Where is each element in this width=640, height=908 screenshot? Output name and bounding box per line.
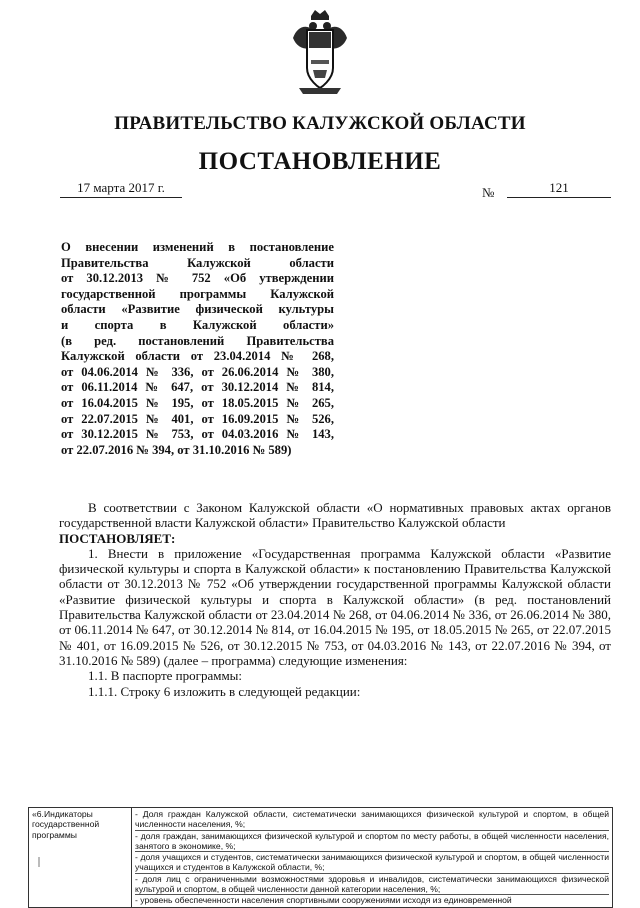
kaluga-coat-of-arms-icon [289,8,351,96]
subject-line: от 22.07.2015 № 401, от 16.09.2015 № 526, [61,411,334,426]
decree-body [59,500,611,699]
subject-line: от 30.12.2013 № 752 «Об утверждении [61,271,334,286]
item-1: 1. Внести в приложение «Государственная программа Калужской области «Развитие физической культуры и спорта в Калужской области» к постановлению Правительства Калужской области от 30.12.2013 № 752 «Об утверждении государственной программы Калужской области «Развитие физической культуры и спорта в Калужской области» (в ред. постановлений Правительства Калужской области от 23.04.2014 № 268, от 04.06.2014 № 336, от 26.06.2014 № 380, от 06.11.2014 № 647, от 30.12.2014 № 814, от 16.04.2015 № 195, от 18.05.2015 № 265, от 22.07.2015 № 401, от 16.09.2015 № 526, от 30.12.2015 № 753, от 04.03.2016 № 143, от 22.07.2016 № 394, от 31.10.2016 № 589) (далее – программа) следующие изменения: [59,545,611,668]
decree-word: ПОСТАНОВЛЯЕТ: [59,530,176,546]
document-number: 121 [507,180,611,198]
subject-line: от 30.12.2015 № 753, от 04.03.2016 № 143, [61,427,334,442]
scan-mark [38,857,40,867]
indicators-table [28,807,613,908]
indicator-item: - уровень обеспеченности населения спортивными сооружениями исходя из единовременной [135,895,512,906]
indicator-item: - доля лиц с ограниченными возможностями здоровья и инвалидов, систематически занимающихся физической культурой и спортом, в общей численности данной категории населения, %; [135,873,609,895]
subject-line: и спорта в Калужской области» [61,317,334,332]
subject-line: от 16.04.2015 № 195, от 18.05.2015 № 265, [61,395,334,410]
subject-line: О внесении изменений в постановление [61,240,334,254]
subject-line: Правительства Калужской области [61,255,334,270]
subject-line: Калужской области от 23.04.2014 № 268, [61,349,334,364]
table-row [29,808,613,908]
government-title: ПРАВИТЕЛЬСТВО КАЛУЖСКОЙ ОБЛАСТИ [114,113,526,134]
subject-line: государственной программы Калужской [61,286,334,301]
subject-line: области «Развитие физической культуры [61,302,334,317]
subject-line: (в ред. постановлений Правительства [61,333,334,348]
indicator-item: - Доля граждан Калужской области, систематически занимающихся физической культурой и спортом, в общей численности населения, %; [135,809,609,830]
indicator-item: - доля учащихся и студентов, систематически занимающихся физической культурой и спортом, в общей численности учащихся и студентов в Калужской области, %; [135,852,609,873]
subject-line: от 04.06.2014 № 336, от 26.06.2014 № 380, [61,364,334,379]
indicator-item: - доля граждан, занимающихся физической культурой и спортом по месту работы, в общей численности населения, занятого в экономике, %; [135,830,609,851]
number-label: № [482,185,495,200]
table-row-label: «6.Индикаторы государственной программы [29,808,132,908]
document-date: 17 марта 2017 г. [60,180,182,198]
subject-line: от 06.11.2014 № 647, от 30.12.2014 № 814, [61,380,334,395]
subject-line: от 22.07.2016 № 394, от 31.10.2016 № 589) [61,442,292,457]
item-1-1: 1.1. В паспорте программы: [88,668,243,684]
subject-block [61,240,334,458]
indicators-cell [132,808,613,908]
item-1-1-1: 1.1.1. Строку 6 изложить в следующей редакции: [88,683,361,699]
preamble: В соответствии с Законом Калужской области «О нормативных правовых актах органов государственной власти Калужской области» Правительство Калужской области [59,500,611,531]
document-type: ПОСТАНОВЛЕНИЕ [198,148,442,175]
